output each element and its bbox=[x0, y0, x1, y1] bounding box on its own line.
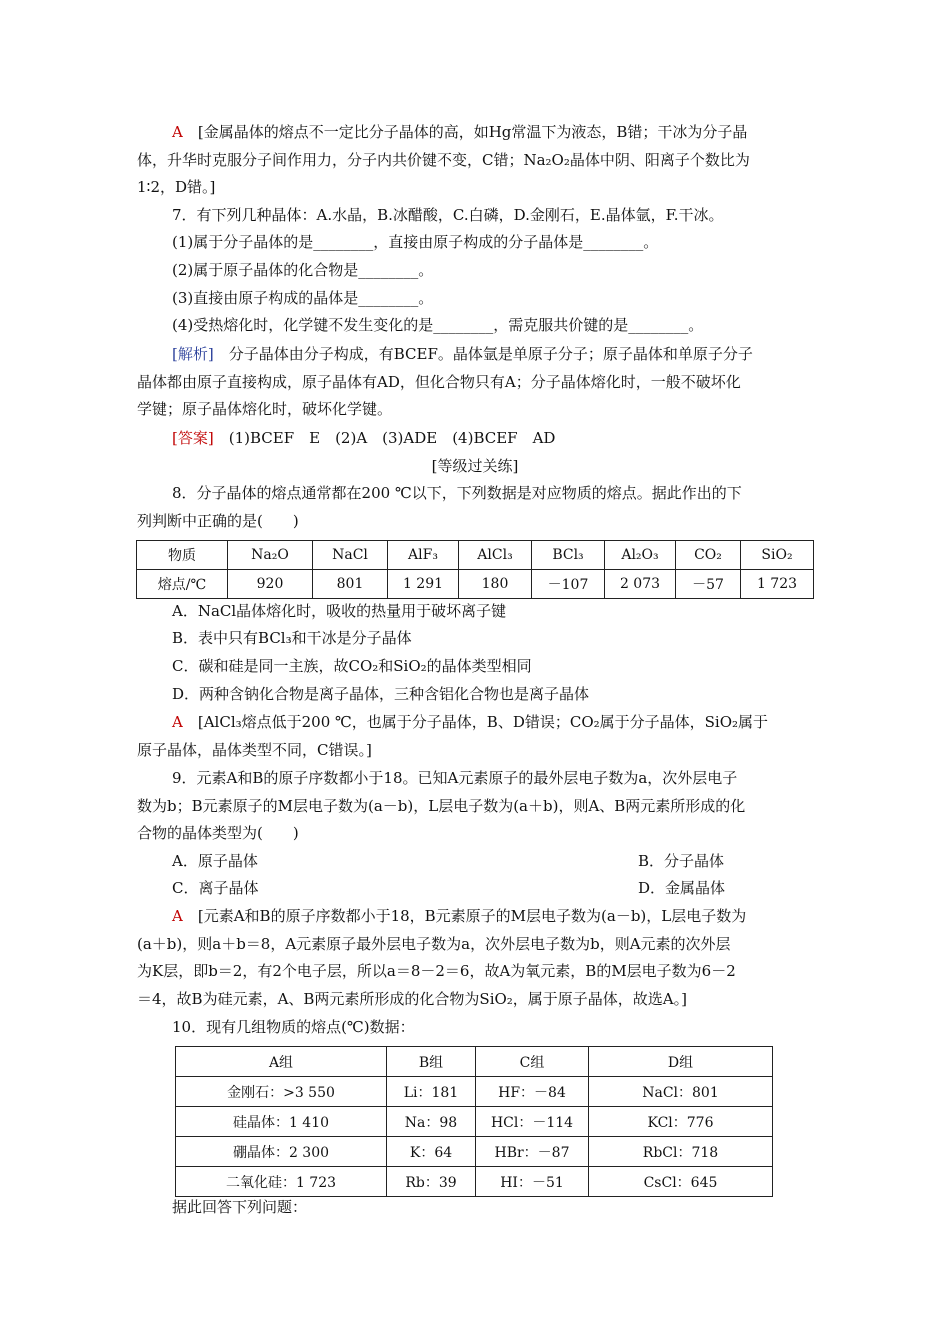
q6-answer-line-1: A [金属晶体的熔点不一定比分子晶体的高，如Hg常温下为液态，B错；干冰为分子晶 bbox=[172, 123, 748, 141]
melting-point-table bbox=[136, 540, 814, 599]
analysis-tag: [解析] bbox=[172, 345, 214, 363]
q6-answer-line-2: 体，升华时克服分子间作用力，分子内共价键不变，C错；Na₂O₂晶体中阴、阳离子个数比为 bbox=[137, 151, 750, 169]
table-row: 物质 Na₂O NaCl AlF₃ AlCl₃ BCl₃ Al₂O₃ CO₂ SiO₂ bbox=[137, 541, 814, 570]
q7-analysis-line-1: [解析] 分子晶体由分子构成，有BCEF。晶体氩是单原子分子；原子晶体和单原子分子 bbox=[172, 345, 753, 363]
group-melting-table bbox=[175, 1046, 773, 1197]
q9-answer-line-2: (a＋b)，则a＋b＝8，A元素原子最外层电子数为a，次外层电子数为b，则A元素的次外层 bbox=[137, 935, 731, 953]
q7-part-1: (1)属于分子晶体的是________，直接由原子构成的分子晶体是________。 bbox=[172, 233, 659, 251]
q9-answer-line-4: ＝4，故B为硅元素，A、B两元素所形成的化合物为SiO₂，属于原子晶体，故选A。] bbox=[137, 990, 687, 1008]
q8-option-c: C．碳和硅是同一主族，故CO₂和SiO₂的晶体类型相同 bbox=[172, 657, 532, 675]
table-row: 金刚石：>3 550 Li：181 HF：－84 NaCl：801 bbox=[176, 1077, 773, 1107]
q9-answer-line-1: A [元素A和B的原子序数都小于18，B元素原子的M层电子数为(a－b)，L层电子数为 bbox=[172, 907, 747, 925]
q10-follow-up: 据此回答下列问题： bbox=[172, 1198, 308, 1216]
q7-analysis-line-3: 学键；原子晶体熔化时，破坏化学键。 bbox=[137, 400, 393, 418]
q7-analysis-line-2: 晶体都由原子直接构成，原子晶体有AD，但化合物只有A；分子晶体熔化时，一般不破坏化 bbox=[137, 373, 741, 391]
q9-options-row-2: C．离子晶体 D．金属晶体 bbox=[172, 879, 726, 897]
q7-part-4: (4)受热熔化时，化学键不发生变化的是________，需克服共价键的是________。 bbox=[172, 316, 704, 334]
q8-stem-line-2: 列判断中正确的是( ) bbox=[137, 512, 299, 530]
q8-option-d: D．两种含钠化合物是离子晶体，三种含铝化合物也是离子晶体 bbox=[172, 685, 590, 703]
q10-stem: 10．现有几组物质的熔点(℃)数据： bbox=[172, 1018, 415, 1036]
table-row: A组 B组 C组 D组 bbox=[176, 1047, 773, 1077]
q9-options-row-1: A．原子晶体 B．分子晶体 bbox=[172, 852, 725, 870]
q8-answer-line-2: 原子晶体，晶体类型不同，C错误。] bbox=[137, 741, 372, 759]
table-row: 熔点/℃ 920 801 1 291 180 －107 2 073 －57 1 723 bbox=[137, 570, 814, 599]
q9-answer-line-3: 为K层，即b＝2，有2个电子层，所以a＝8－2＝6，故A为氧元素，B的M层电子数为6－2 bbox=[137, 962, 736, 980]
q7-part-3: (3)直接由原子构成的晶体是________。 bbox=[172, 289, 434, 307]
table-row: 二氧化硅：1 723 Rb：39 HI：－51 CsCl：645 bbox=[176, 1167, 773, 1197]
answer-tag: [答案] bbox=[172, 429, 214, 447]
q9-stem-line-3: 合物的晶体类型为( ) bbox=[137, 824, 299, 842]
q7-stem: 7．有下列几种晶体：A.水晶，B.冰醋酸，C.白磷，D.金刚石，E.晶体氩，F.干冰。 bbox=[172, 206, 724, 224]
q8-option-a: A．NaCl晶体熔化时，吸收的热量用于破坏离子键 bbox=[172, 602, 507, 620]
table-row: 硼晶体：2 300 K：64 HBr：－87 RbCl：718 bbox=[176, 1137, 773, 1167]
q9-stem-line-2: 数为b；B元素原子的M层电子数为(a－b)，L层电子数为(a＋b)，则A、B两元素所形成的化 bbox=[137, 797, 746, 815]
section-title: [等级过关练] bbox=[431, 457, 519, 475]
q6-answer-line-3: 1∶2，D错。] bbox=[137, 178, 216, 196]
q8-answer-line-1: A [AlCl₃熔点低于200 ℃，也属于分子晶体，B、D错误；CO₂属于分子晶体，SiO₂属于 bbox=[172, 713, 769, 731]
q9-stem-line-1: 9．元素A和B的原子序数都小于18。已知A元素原子的最外层电子数为a，次外层电子 bbox=[172, 769, 738, 787]
q7-answer: [答案] (1)BCEF E (2)A (3)ADE (4)BCEF AD bbox=[172, 429, 556, 447]
q8-option-b: B．表中只有BCl₃和干冰是分子晶体 bbox=[172, 629, 412, 647]
table-row: 硅晶体：1 410 Na：98 HCl：－114 KCl：776 bbox=[176, 1107, 773, 1137]
q7-part-2: (2)属于原子晶体的化合物是________。 bbox=[172, 261, 434, 279]
q8-stem-line-1: 8．分子晶体的熔点通常都在200 ℃以下，下列数据是对应物质的熔点。据此作出的下 bbox=[172, 484, 742, 502]
